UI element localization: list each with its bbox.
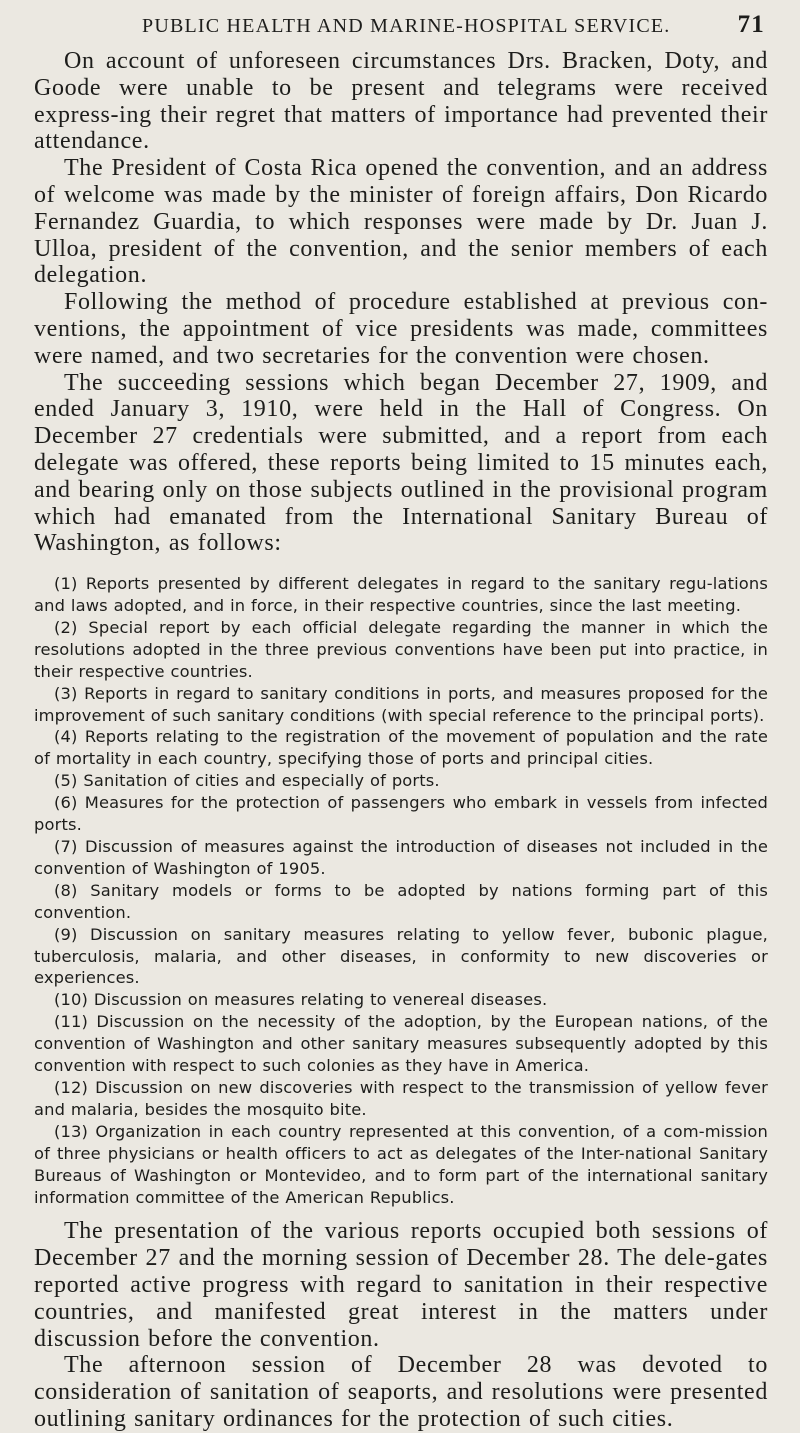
page-number: 71 — [737, 11, 765, 38]
program-item: (1) Reports presented by different delegates in regard to the sanitary regu-lations and laws adopted, and in force, in their respective countries, since the last meeting. — [34, 574, 768, 616]
paragraph-opening-address: The President of Costa Rica opened the convention, and an address of welcome was made by the minister of foreign affairs, Don Ricardo Fernandez Guardia, to which responses were made by Dr. Juan J. Ulloa, president of the convention, and the senior members of each delegation. — [34, 155, 768, 289]
provisional-program-list — [34, 573, 768, 1208]
program-item: (2) Special report by each official delegate regarding the manner in which the resolutions adopted in the three previous conventions have been put into practice, in their respective countries. — [34, 617, 768, 681]
paragraph-procedure: Following the method of procedure established at previous con-ventions, the appointment of vice presidents was made, committees were named, and two secretaries for the convention were chosen. — [34, 289, 768, 369]
paragraph-reports-presented: The presentation of the various reports occupied both sessions of December 27 and the morning session of December 28. The dele-gates reported active progress with regard to sanitation in their respective countries, and manifested great interest in the matters under discussion before the convention. — [34, 1218, 768, 1352]
body-text — [34, 48, 768, 1433]
program-item: (10) Discussion on measures relating to venereal diseases. — [54, 990, 548, 1010]
program-item: (12) Discussion on new discoveries with respect to the transmission of yellow fever and malaria, besides the mosquito bite. — [34, 1077, 768, 1119]
program-item: (6) Measures for the protection of passengers who embark in vessels from infected ports. — [34, 793, 768, 835]
program-item: (8) Sanitary models or forms to be adopted by nations forming part of this convention. — [34, 880, 768, 922]
program-item: (11) Discussion on the necessity of the adoption, by the European nations, of the convention of Washington and other sanitary measures subsequently adopted by this convention with respect to such colonies as they have in America. — [34, 1012, 768, 1076]
program-item: (7) Discussion of measures against the introduction of diseases not included in the convention of Washington of 1905. — [34, 837, 768, 878]
closing-paragraphs — [34, 1218, 768, 1432]
program-item: (3) Reports in regard to sanitary conditions in ports, and measures proposed for the improvement of such sanitary conditions (with special reference to the principal ports). — [34, 683, 768, 725]
paragraph-seaport-sanitation: The afternoon session of December 28 was devoted to consideration of sanitation of seaports, and resolutions were presented outlining sanitary ordinances for the protection of such cities. — [34, 1352, 768, 1432]
paragraph-sessions: The succeeding sessions which began December 27, 1909, and ended January 3, 1910, were held in the Hall of Congress. On December 27 credentials were submitted, and a report from each delegate was offered, these reports being limited to 15 minutes each, and bearing only on those subjects outlined in the provisional program which had emanated from the International Sanitary Bureau of Washington, as follows: — [34, 369, 768, 557]
paragraph-absent-doctors: On account of unforeseen circumstances Drs. Bracken, Doty, and Goode were unable to be present and telegrams were received express-ing their regret that matters of importance had prevented their attendance. — [34, 48, 768, 155]
program-item: (4) Reports relating to the registration of the movement of population and the rate of mortality in each country, specifying those of ports and principal cities. — [34, 727, 768, 769]
program-item: (13) Organization in each country represented at this convention, of a com-mission of three physicians or health officers to act as delegates of the Inter-national Sanitary Bureaus of Washington or Montevideo, and to form part of the international sanitary information committee of the American Republics. — [34, 1121, 768, 1207]
page-header — [34, 12, 768, 46]
program-item: (9) Discussion on sanitary measures relating to yellow fever, bubonic plague, tuberculosis, malaria, and other diseases, in conformity to new discoveries or experiences. — [34, 924, 768, 988]
running-head: PUBLIC HEALTH AND MARINE-HOSPITAL SERVICE. — [142, 15, 671, 37]
program-item: (5) Sanitation of cities and especially of ports. — [54, 771, 440, 791]
